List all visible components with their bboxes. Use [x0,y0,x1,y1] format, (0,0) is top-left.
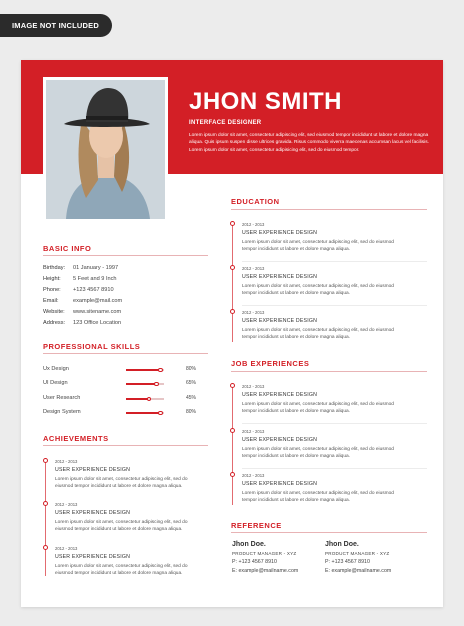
entry-description [55,519,188,534]
timeline-dot [230,265,235,270]
entry-years: 2012 - 2013 [242,384,265,389]
info-value: +123 4567 8910 [73,287,114,293]
timeline-dot [230,221,235,226]
info-label: Height: [43,276,61,282]
profile-photo [46,80,165,219]
entry-description-line: tempor incididunt ut labore et dolore magna aliqua. [242,454,350,460]
entry-description [242,327,394,342]
reference-name: Jhon Doe. [232,541,266,548]
entry-years: 2012 - 2013 [242,429,265,434]
entry-description [242,283,394,298]
timeline-entry [242,384,394,416]
entry-description-line: Lorem ipsum dolor sit amet, consectetur adipiscing elit, sed do eiusmod [242,240,394,245]
education-divider [231,209,427,210]
entry-years: 2012 - 2013 [242,473,265,478]
entry-title: USER EXPERIENCE DESIGN [242,437,318,443]
skill-name: User Research [43,395,81,401]
skill-row [43,395,197,403]
timeline-dot [43,501,48,506]
entry-description [242,239,394,254]
skill-bar-fill [126,383,156,385]
achievements-title: ACHIEVEMENTS [43,434,109,443]
entry-title: USER EXPERIENCE DESIGN [242,274,318,280]
profile-photo-frame [43,77,168,222]
skill-name: Design System [43,409,81,415]
skill-row [43,366,197,374]
reference-card [325,541,391,574]
candidate-name: JHON SMITH [189,88,343,115]
info-row-website [43,309,121,315]
reference-phone: P: +123 4567 8910 [325,559,370,565]
timeline-dot [43,458,48,463]
info-label: Website: [43,309,65,315]
timeline-entry [55,502,188,534]
skill-bar-knob [158,368,163,373]
entry-years: 2012 - 2013 [55,459,78,464]
info-row-email [43,298,122,304]
entry-description-line: tempor incididunt ut labore et dolore magna aliqua. [242,409,350,415]
intro-paragraph: Lorem ipsum dolor sit amet, consectetur adipiscing elit, sed eiusmod tempor incididunt ut labore et dolore magna aliqua. Quis ipsum suspen disse ultrices gravida. Risus commodo viverra maecenas accumsan lacus vel facilisis. Lorem ipsum dolor sit amet, consectetur adipisicing elit, sed do eiusmod tempor. [189,133,429,153]
timeline-dot [230,428,235,433]
timeline-entry [242,429,394,461]
reference-position: PRODUCT MANAGER - XYZ [232,551,297,556]
info-row-phone [43,287,114,293]
timeline-dot [43,545,48,550]
entry-title: USER EXPERIENCE DESIGN [242,392,318,398]
skill-bar-fill [126,412,160,414]
skill-row [43,380,197,388]
timeline-entry [242,222,394,254]
entry-description-line: Lorem ipsum dolor sit amet, consectetur adipiscing elit, sed do eiusmod [242,328,394,333]
education-timeline-line [232,222,233,342]
skill-percent: 80% [186,366,197,372]
entry-description [242,401,394,416]
entry-separator [242,423,427,424]
entry-title: USER EXPERIENCE DESIGN [242,481,318,487]
entry-description [55,563,188,578]
timeline-dot [230,472,235,477]
entry-title: USER EXPERIENCE DESIGN [55,554,131,560]
entry-description-line: tempor incididunt ut labore et dolore magna aliqua. [242,498,350,504]
skill-bar-track [126,369,164,371]
skill-bar-knob [154,382,159,387]
entry-title: USER EXPERIENCE DESIGN [55,467,131,473]
entry-description-line: eiusmod tempor incididunt ut labore et dolore magna aliqua. [55,484,183,490]
entry-description [242,446,394,461]
person-illustration [46,80,165,219]
reference-email: E: example@mailname.com [232,568,299,574]
skills-title: PROFESSIONAL SKILLS [43,342,141,351]
entry-years: 2012 - 2013 [55,546,78,551]
skill-name: Ux Design [43,366,69,372]
timeline-entry [242,473,394,505]
entry-description-line: Lorem ipsum dolor sit amet, consectetur adipiscing elit, sed do [55,564,188,569]
basic-info-title: BASIC INFO [43,244,92,253]
candidate-role: INTERFACE DESIGNER [189,120,262,126]
reference-divider [231,532,427,533]
skill-bar-fill [126,398,149,400]
entry-title: USER EXPERIENCE DESIGN [242,318,318,324]
entry-separator [242,468,427,469]
entry-years: 2012 - 2013 [242,310,265,315]
reference-position: PRODUCT MANAGER - XYZ [325,551,390,556]
info-label: Phone: [43,287,61,293]
entry-description-line: eiusmod tempor incididunt ut labore et dolore magna aliqua. [55,527,183,533]
info-label: Birthday: [43,265,66,271]
skill-bar-track [126,383,164,385]
jobs-timeline-line [232,385,233,505]
timeline-entry [242,310,394,342]
achievements-timeline-line [45,458,46,576]
reference-phone: P: +123 4567 8910 [232,559,277,565]
skill-bar-track [126,412,164,414]
info-value: 01 January - 1997 [73,265,119,271]
entry-description [55,476,188,491]
reference-name: Jhon Doe. [325,541,359,548]
skill-bar-knob [147,397,152,402]
entry-description-line: tempor incididunt ut labore et dolore magna aliqua. [242,335,350,341]
entry-title: USER EXPERIENCE DESIGN [242,230,318,236]
info-row-height [43,276,117,282]
entry-description-line: Lorem ipsum dolor sit amet, consectetur adipiscing elit, sed do eiusmod [242,284,394,289]
entry-separator [242,261,427,262]
timeline-entry [242,266,394,298]
entry-years: 2012 - 2013 [55,502,78,507]
entry-title: USER EXPERIENCE DESIGN [55,510,131,516]
basic-info-divider [43,255,208,256]
skills-divider [43,353,208,354]
skill-percent: 80% [186,409,197,415]
entry-description [242,490,394,505]
entry-description-line: eiusmod tempor incididunt ut labore et dolore magna aliqua. [55,571,183,577]
entry-separator [242,305,427,306]
timeline-entry [55,546,188,578]
achievements-divider [43,445,208,446]
timeline-dot [230,383,235,388]
info-value: www.sitename.com [73,309,122,315]
info-value: 5 Feet and 9 Inch [73,276,117,282]
skill-percent: 45% [186,395,197,401]
skill-bar-knob [158,411,163,416]
skill-row [43,409,197,417]
education-title: EDUCATION [231,197,280,206]
entry-description-line: Lorem ipsum dolor sit amet, consectetur adipiscing elit, sed do eiusmod [242,402,394,407]
entry-description-line: Lorem ipsum dolor sit amet, consectetur adipiscing elit, sed do [55,477,188,482]
reference-email: E: example@mailname.com [325,568,392,574]
reference-card [232,541,298,574]
skill-bar-fill [126,369,160,371]
image-not-included-badge: IMAGE NOT INCLUDED [0,14,112,37]
jobs-divider [231,371,427,372]
timeline-dot [230,309,235,314]
entry-years: 2012 - 2013 [242,222,265,227]
info-row-address [43,320,121,326]
info-value: example@mail.com [73,298,123,304]
skill-percent: 65% [186,380,197,386]
skill-bar-track [126,398,164,400]
jobs-title: JOB EXPERIENCES [231,359,310,368]
info-label: Address: [43,320,66,326]
entry-years: 2012 - 2013 [242,266,265,271]
entry-description-line: tempor incididunt ut labore et dolore magna aliqua. [242,247,350,253]
entry-description-line: Lorem ipsum dolor sit amet, consectetur adipiscing elit, sed do eiusmod [242,447,394,452]
resume-page [21,60,443,607]
entry-description-line: tempor incididunt ut labore et dolore magna aliqua. [242,291,350,297]
info-value: 123 Office Location [73,320,122,326]
reference-title: REFERENCE [231,521,282,530]
info-label: Email: [43,298,59,304]
skill-name: UI Design [43,380,68,386]
entry-description-line: Lorem ipsum dolor sit amet, consectetur adipiscing elit, sed do [55,520,188,525]
info-row-birthday [43,265,118,271]
timeline-entry [55,459,188,491]
entry-description-line: Lorem ipsum dolor sit amet, consectetur adipiscing elit, sed do eiusmod [242,491,394,496]
